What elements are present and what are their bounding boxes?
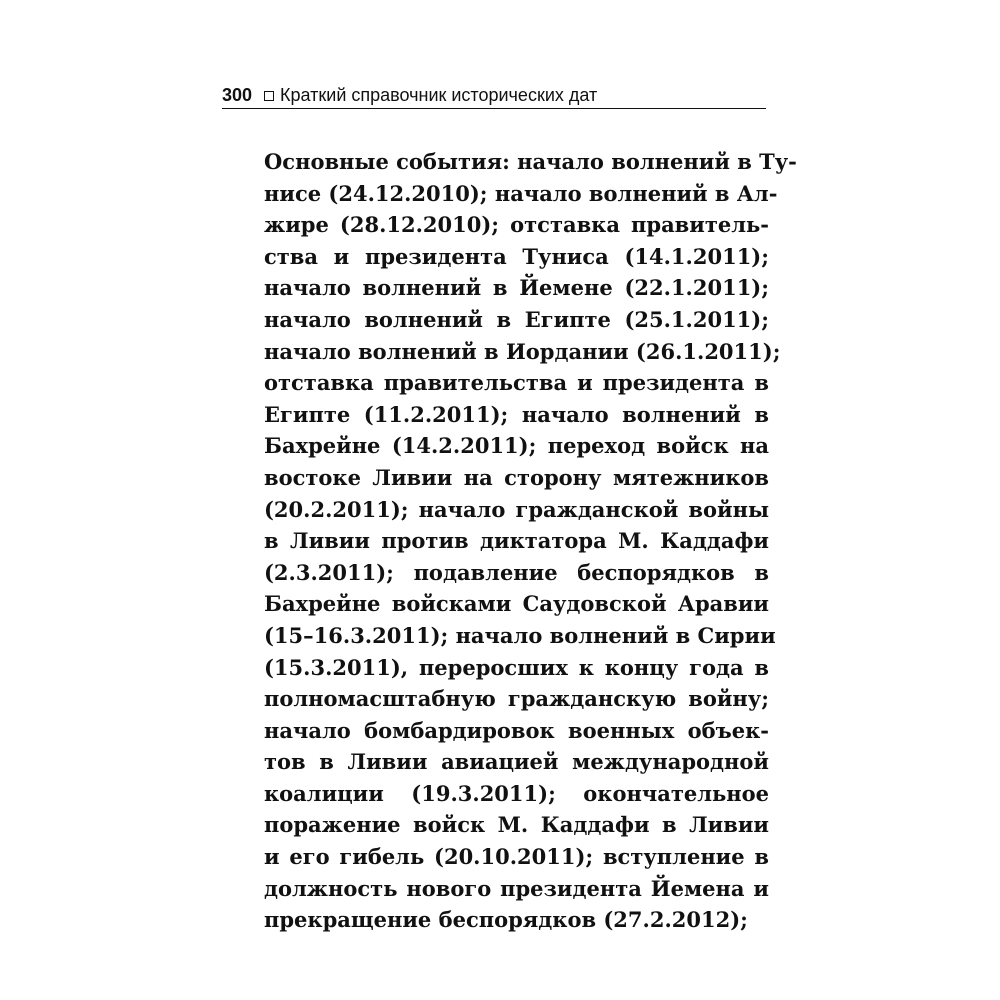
text-line: должность нового президента Йемена и xyxy=(264,875,769,901)
text-line: полномасштабную гражданскую войну; xyxy=(264,686,769,712)
text-line: в Ливии против диктатора М. Каддафи xyxy=(264,528,769,554)
text-line: (15.3.2011), переросших к концу года в xyxy=(264,654,769,680)
text-line: востоке Ливии на сторону мятежников xyxy=(264,464,769,490)
text-line: коалиции (19.3.2011); окончательное xyxy=(264,780,769,806)
text-line: начало волнений в Египте (25.1.2011); xyxy=(264,306,769,332)
text-line: прекращение беспорядков (27.2.2012); xyxy=(264,907,748,933)
text-line: отставка правительства и президента в xyxy=(264,370,769,396)
text-line: Египте (11.2.2011); начало волнений в xyxy=(264,401,769,427)
text-line: Бахрейне войсками Саудовской Аравии xyxy=(264,591,769,617)
running-header xyxy=(222,82,766,109)
text-line: жире (28.12.2010); отставка правитель- xyxy=(264,212,769,238)
text-line: Бахрейне (14.2.2011); переход войск на xyxy=(264,433,769,459)
text-line: нисе (24.12.2010); начало волнений в Ал- xyxy=(264,180,778,206)
text-line: Основные события: начало волнений в Ту- xyxy=(264,149,797,174)
page-number: 300 xyxy=(222,85,253,105)
text-line: ства и президента Туниса (14.1.2011); xyxy=(264,243,769,269)
text-line: (15–16.3.2011); начало волнений в Сирии xyxy=(264,622,776,648)
text-line: и его гибель (20.10.2011); вступление в xyxy=(264,844,769,870)
text-line: тов в Ливии авиацией международной xyxy=(264,749,769,775)
text-line: (20.2.2011); начало гражданской войны xyxy=(264,496,769,522)
running-header-title: Краткий справочник исторических дат xyxy=(280,85,598,105)
square-bullet-icon xyxy=(264,91,274,101)
text-line: начало бомбардировок военных объек- xyxy=(264,717,769,743)
text-line: начало волнений в Йемене (22.1.2011); xyxy=(264,275,769,301)
text-line: поражение войск М. Каддафи в Ливии xyxy=(264,812,769,838)
text-line: (2.3.2011); подавление беспорядков в xyxy=(264,559,769,585)
body-paragraph xyxy=(264,146,797,936)
text-line: начало волнений в Иордании (26.1.2011); xyxy=(264,338,781,364)
